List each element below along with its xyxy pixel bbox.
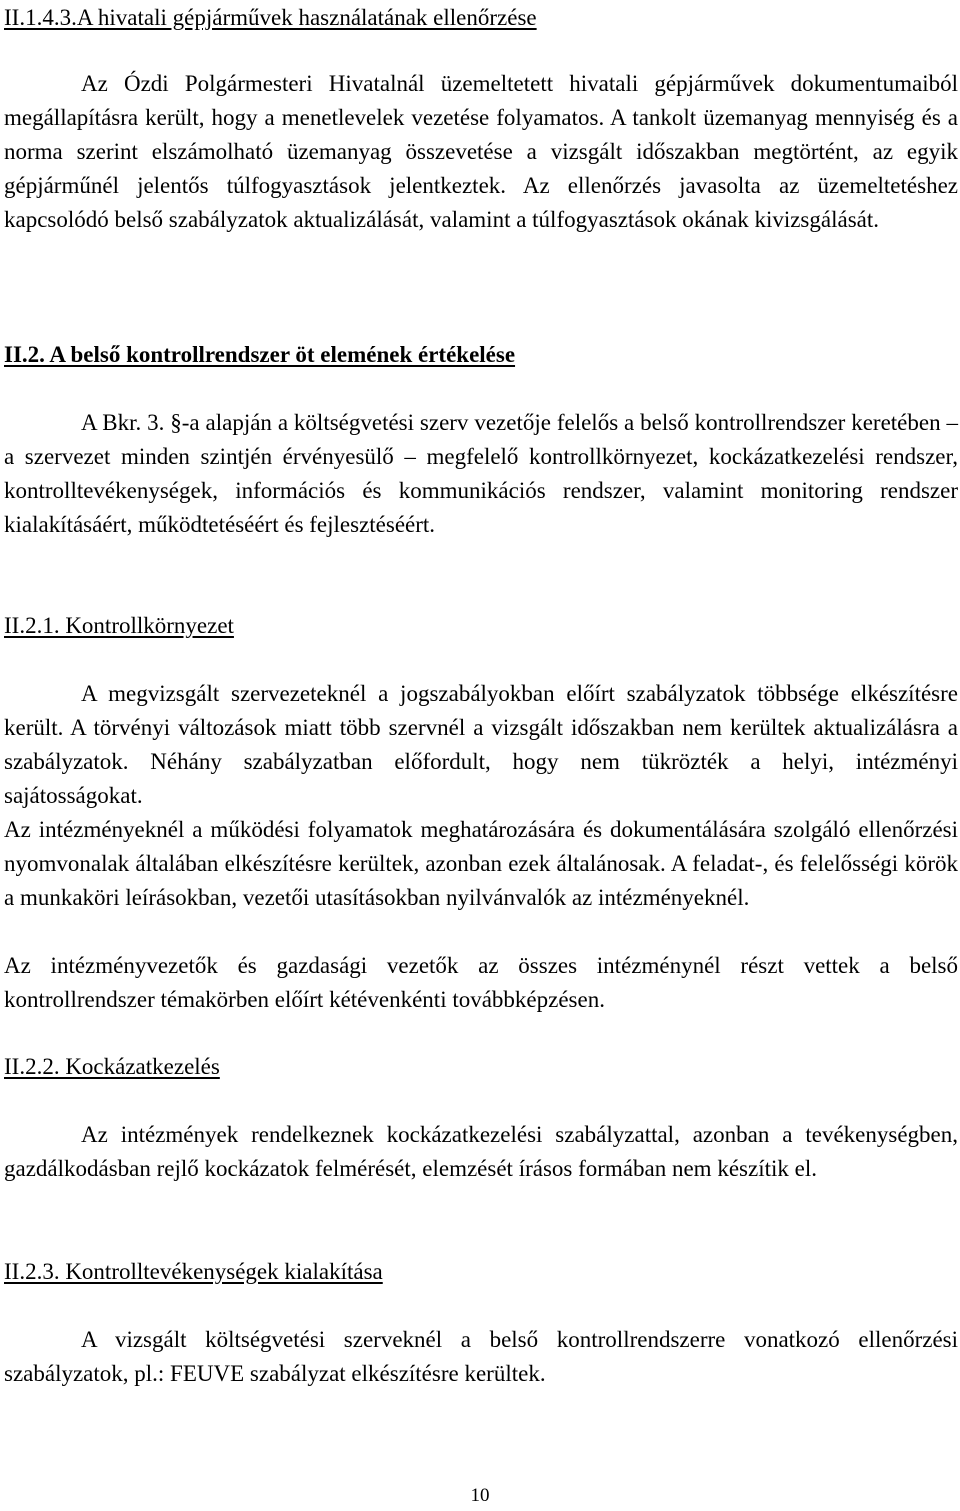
section-heading-internal-control: II.2. A belső kontrollrendszer öt elemének értékelése xyxy=(4,342,516,367)
section-heading-risk-management: II.2.2. Kockázatkezelés xyxy=(4,1054,220,1079)
section-heading-vehicle-usage: II.1.4.3.A hivatali gépjárművek használatának ellenőrzése xyxy=(4,5,537,30)
paragraph-vehicle-usage: Az Ózdi Polgármesteri Hivatalnál üzemeltetett hivatali gépjárművek dokumentumaiból megállapításra került, hogy a menetlevelek vezetése folyamatos. A tankolt üzemanyag mennyiség és a norma szerint elszámolható üzemanyag összevetése a vizsgált időszakban megtörtént, az egyik gépjárműnél jelentős túlfogyasztások jelentkeztek. Az ellenőrzés javasolta az üzemeltetéshez kapcsolódó belső szabályzatok aktualizálását, valamint a túlfogyasztások okának kivizsgálását. xyxy=(4,71,958,232)
paragraph-control-environment-2: Az intézményeknél a működési folyamatok meghatározására és dokumentálására szolgáló ellenőrzési nyomvonalak általában elkészítésre kerültek, azonban ezek általánosak. A feladat-, és felelősségi körök a munkaköri leírásokban, vezetői utasításokban nyilvánvalók az intézményeknél. xyxy=(4,817,958,910)
paragraph-control-environment-3: Az intézményvezetők és gazdasági vezetők az összes intézménynél részt vettek a belső kontrollrendszer témakörben előírt kétévenkénti továbbképzésen. xyxy=(4,953,958,1012)
paragraph-control-activities: A vizsgált költségvetési szerveknél a belső kontrollrendszerre vonatkozó ellenőrzési szabályzatok, pl.: FEUVE szabályzat elkészítésre kerültek. xyxy=(4,1327,958,1386)
paragraph-control-environment-1: A megvizsgált szervezeteknél a jogszabályokban előírt szabályzatok többsége elkészítésre került. A törvényi változások miatt több szervnél a vizsgált időszakban nem kerültek aktualizálásra a szabályzatok. Néhány szabályzatban előfordult, hogy nem tükrözték a helyi, intézményi sajátosságokat. xyxy=(4,681,958,808)
paragraph-internal-control: A Bkr. 3. §-a alapján a költségvetési szerv vezetője felelős a belső kontrollrendszer keretében – a szervezet minden szintjén érvényesülő – megfelelő kontrollkörnyezet, kockázatkezelési rendszer, kontrolltevékenységek, információs és kommunikációs rendszer, valamint monitoring rendszer kialakításáért, működtetéséért és fejlesztéséért. xyxy=(4,410,958,537)
page-number: 10 xyxy=(470,1485,490,1506)
section-heading-control-activities: II.2.3. Kontrolltevékenységek kialakítása xyxy=(4,1259,383,1284)
paragraph-risk-management: Az intézmények rendelkeznek kockázatkezelési szabályzattal, azonban a tevékenységben, gazdálkodásban rejlő kockázatok felmérését, elemzését írásos formában nem készítik el. xyxy=(4,1122,958,1181)
section-heading-control-environment: II.2.1. Kontrollkörnyezet xyxy=(4,613,234,638)
